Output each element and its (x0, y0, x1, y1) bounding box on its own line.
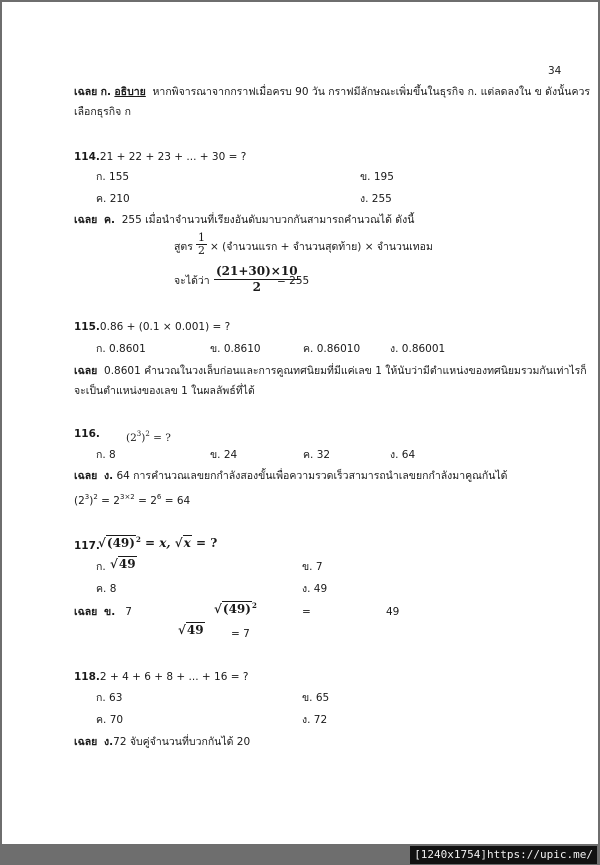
q118-option-c: ค. 70 (96, 714, 124, 726)
calc-denominator: 2 (252, 280, 261, 294)
q116-exp2: 2 (145, 430, 150, 438)
work-exp2: 2 (93, 493, 98, 501)
document-page (2, 2, 598, 844)
q115-option-c: ค. 0.86010 (303, 343, 361, 355)
work-base: (2 (74, 495, 85, 507)
answer-text: 72 จับคู่จำนวนที่บวกกันได้ 20 (113, 736, 251, 748)
q117-exp: 2 (135, 535, 141, 544)
q118-option-d: ง. 72 (302, 714, 328, 726)
q114-option-d: ง. 255 (360, 193, 392, 205)
calc-label: จะได้ว่า (174, 275, 210, 287)
q117-work2-result: = 7 (231, 628, 250, 640)
q114-option-a: ก. 155 (96, 171, 130, 183)
work-exp: 2 (251, 601, 257, 610)
q116-suffix: = ? (149, 432, 171, 444)
work-end: = 64 (161, 495, 191, 507)
q117-work-value: 49 (386, 606, 400, 618)
q116-question: $(2^3)^2$ = ? (126, 430, 171, 444)
work-exp1: 3 (84, 493, 90, 501)
image-size-watermark: [1240x1754]https://upic.me/ (410, 846, 597, 864)
explanation-text: หากพิจารณาจากกราฟเมื่อครบ 90 วัน กราฟมีลักษณะเพิ่มขึ้นในธุรกิจ ก. แต่ลดลงใน ข ดังนั้นควร (152, 86, 591, 98)
q118-option-a: ก. 63 (96, 692, 123, 704)
answer-label: เฉลย (74, 365, 98, 377)
formula-text: × (จำนวนแรก + จำนวนสุดท้าย) × จำนวนเทอม (210, 241, 433, 253)
q117-answer (74, 605, 132, 619)
answer-label: เฉลย (74, 606, 98, 618)
q115-option-b: ข. 0.8610 (210, 343, 261, 355)
work-mid2: = 2 (134, 495, 157, 507)
sqrt-icon: √ (214, 602, 222, 616)
q116-working: $(2^3)^2 = 2^{3\times 2} = 2^6 = 64$ (74, 493, 191, 507)
q115-question (74, 320, 230, 334)
q117-option-b: ข. 7 (302, 561, 323, 573)
q117-option-d: ง. 49 (302, 583, 328, 595)
q115-answer (74, 364, 587, 378)
question-text: 21 + 22 + 23 + ... + 30 = ? (99, 151, 247, 163)
q116-base: (2 (126, 432, 137, 444)
answer-choice: ข. (104, 606, 116, 618)
question-number: 115. (74, 321, 100, 333)
question-number: 114. (74, 151, 100, 163)
q117-option-a-label: ก. (96, 561, 106, 573)
work-exp4: 6 (156, 493, 162, 501)
q116-number: 116. (74, 428, 100, 440)
q114-question (74, 150, 246, 164)
q116-exp1: 3 (136, 430, 142, 438)
explain-label: อธิบาย (114, 86, 146, 98)
answer-text: 255 เมื่อนำจำนวนที่เรียงอันดับมาบวกกันสามารถคำนวณได้ ดังนี้ (121, 214, 415, 226)
q117-number: 117. (74, 540, 100, 552)
calc-numerator: (21+30)×10 (216, 264, 298, 278)
question-text: 0.86 + (0.1 × 0.001) = ? (99, 321, 231, 333)
answer-label: เฉลย (74, 470, 98, 482)
answer-value: 7 (125, 606, 132, 618)
work-exp3: 3×2 (119, 493, 135, 501)
answer-choice: ง. (104, 736, 114, 748)
q115-answer-line2: จะเป็นตำแหน่งของเลข 1 ในผลลัพธ์ที่ได้ (74, 385, 255, 397)
answer-choice: ก. (100, 86, 112, 98)
q114-answer (74, 213, 414, 227)
answer-text: 64 การคำนวณเลขยกกำลังสองขั้นเพื่อความรวดเร็วสามารถนำเลขยกกำลังมาคูณกันได้ (116, 470, 508, 482)
formula-fraction (196, 232, 207, 257)
answer-choice: ง. (104, 470, 114, 482)
work-radicand: (49) (222, 602, 251, 616)
answer-text: 0.8601 คำนวณในวงเล็บก่อนและการคูณทศนิยมที่มีแค่เลข 1 ให้นับว่ามีตำแหน่งของทศนิยมรวมกันเท่าไรก็ (104, 365, 587, 377)
q118-answer (74, 735, 250, 749)
q113-explanation-line2: เลือกธุรกิจ ก (74, 106, 131, 118)
answer-label: เฉลย (74, 214, 98, 226)
q114-option-c: ค. 210 (96, 193, 130, 205)
work2-radicand: 49 (186, 623, 204, 637)
option-a-radicand: 49 (118, 557, 136, 571)
q117-mid: = x, (145, 536, 175, 550)
page-number: 34 (548, 65, 562, 77)
q114-option-b: ข. 195 (360, 171, 394, 183)
q117-end: = ? (196, 536, 218, 550)
q116-option-b: ข. 24 (210, 449, 238, 461)
formula-numerator: 1 (198, 231, 205, 244)
q118-option-b: ข. 65 (302, 692, 330, 704)
answer-label: เฉลย (74, 86, 98, 98)
q117-option-a-value (110, 557, 137, 571)
q113-answer (74, 85, 590, 99)
sqrt-icon: √ (174, 536, 183, 550)
answer-choice: ค. (104, 214, 116, 226)
q115-option-a: ก. 0.8601 (96, 343, 146, 355)
sqrt-icon: √ (178, 623, 186, 637)
work-mid: = 2 (97, 495, 120, 507)
q116-option-a: ก. 8 (96, 449, 116, 461)
question-number: 118. (74, 671, 100, 683)
calc-result: = 255 (277, 275, 310, 287)
formula-label: สูตร (174, 241, 193, 253)
q116-option-d: ง. 64 (390, 449, 416, 461)
q117-work2-root (178, 623, 205, 637)
q116-answer (74, 469, 508, 483)
q116-option-c: ค. 32 (303, 449, 331, 461)
q117-question (98, 535, 217, 550)
question-text: 2 + 4 + 6 + 8 + ... + 16 = ? (99, 671, 249, 683)
answer-label: เฉลย (74, 736, 98, 748)
q117-option-c: ค. 8 (96, 583, 117, 595)
q117-work-equals: = (302, 606, 311, 618)
q117-radicand2: x (183, 536, 191, 550)
sqrt-icon: √ (110, 557, 118, 571)
q115-option-d: ง. 0.86001 (390, 343, 446, 355)
q117-work-root (214, 601, 257, 616)
sqrt-icon: √ (98, 536, 106, 550)
q117-radicand: (49) (106, 536, 135, 550)
q118-question (74, 670, 248, 684)
formula-denominator: 2 (198, 244, 205, 257)
